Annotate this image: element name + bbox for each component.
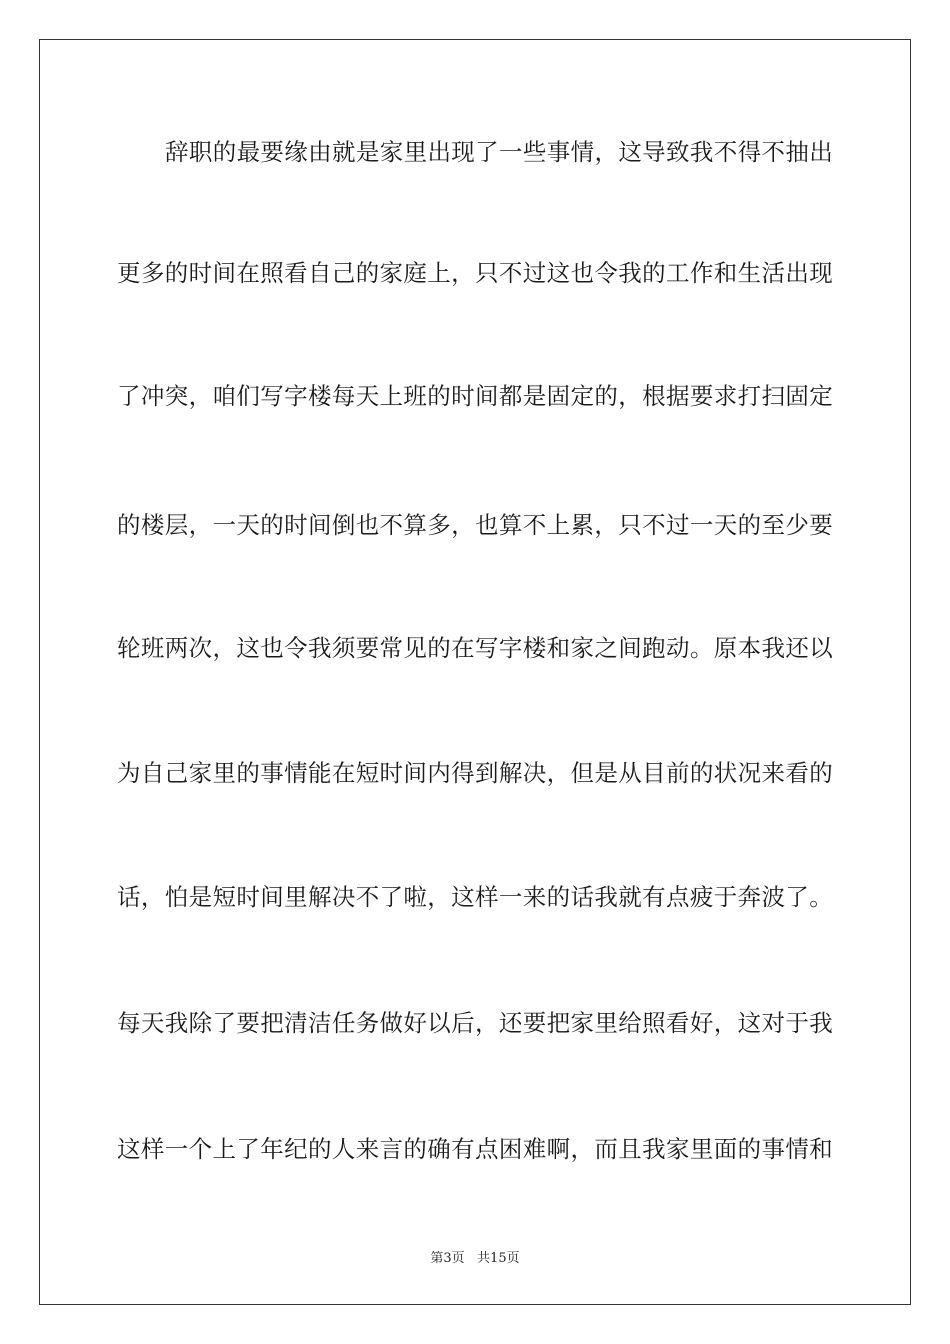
text-line-8: 每天我除了要把清洁任务做好以后，还要把家里给照看好，这对于我 (117, 1009, 833, 1037)
text-line-2: 更多的时间在照看自己的家庭上，只不过这也令我的工作和生活出现 (117, 259, 833, 287)
text-line-4: 的楼层，一天的时间倒也不算多，也算不上累，只不过一天的至少要 (117, 511, 833, 539)
text-line-7: 话，怕是短时间里解决不了啦，这样一来的话我就有点疲于奔波了。 (117, 883, 833, 911)
text-line-1: 辞职的最要缘由就是家里出现了一些事情，这导致我不得不抽出 (165, 138, 833, 166)
text-line-3: 了冲突，咱们写字楼每天上班的时间都是固定的，根据要求打扫固定 (117, 382, 833, 410)
text-line-9: 这样一个上了年纪的人来言的确有点困难啊，而且我家里面的事情和 (117, 1135, 833, 1163)
page-footer: 第3页 共15页 (430, 1251, 520, 1266)
text-line-6: 为自己家里的事情能在短时间内得到解决，但是从目前的状况来看的 (117, 759, 833, 787)
page-border (39, 39, 911, 1305)
text-line-5: 轮班两次，这也令我须要常见的在写字楼和家之间跑动。原本我还以 (117, 634, 833, 662)
